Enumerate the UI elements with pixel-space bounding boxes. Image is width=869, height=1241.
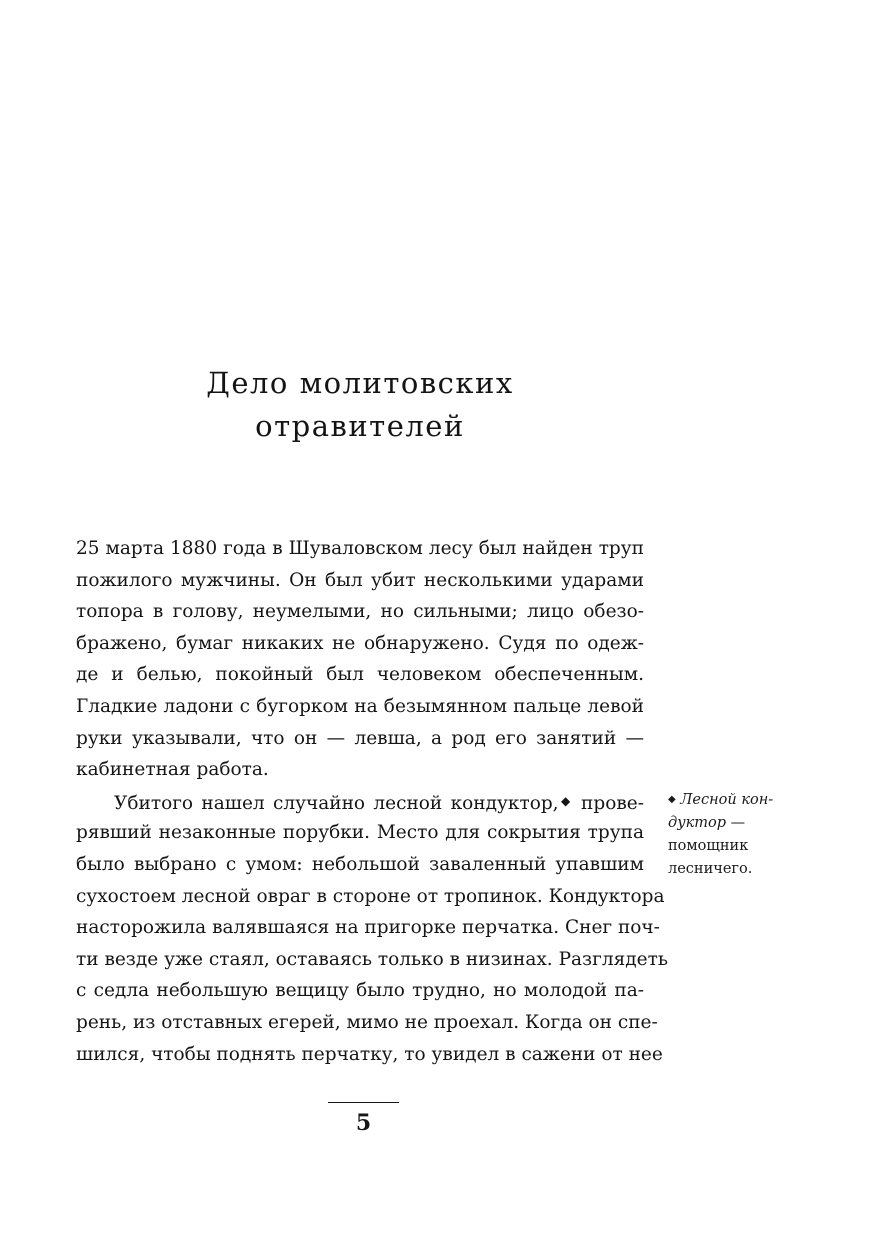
footnote-marker-icon: ◆	[668, 794, 676, 805]
text-line: с седла небольшую вещицу было трудно, но молодой па-	[76, 980, 644, 1002]
text-line: де и белью, покойный был человеком обеспеченным.	[76, 664, 644, 686]
text-fragment: прове-	[572, 792, 644, 814]
text-line: Гладкие ладони с бугорком на безымянном пальце левой	[76, 695, 644, 717]
body-text	[76, 533, 668, 1070]
chapter-title-line: отравителей	[255, 409, 465, 443]
text-line: было выбрано с умом: небольшой заваленный упавшим	[76, 853, 644, 875]
text-line: рень, из отставных егерей, мимо не проехал. Когда он спе-	[76, 1011, 658, 1033]
chapter-title-line: Дело молитовских	[206, 366, 514, 400]
footnote-term: Лесной кон-	[675, 792, 774, 808]
text-line: руки указывали, что он — левша, а род его занятий —	[76, 727, 644, 749]
footnote-marker-icon: ◆	[558, 793, 573, 808]
text-line: кабинетная работа.	[76, 759, 269, 781]
footnote-line	[668, 812, 798, 835]
chapter-title	[76, 362, 644, 448]
margin-footnote	[668, 788, 798, 881]
page-number: 5	[355, 1110, 372, 1136]
text-fragment: Убитого нашел случайно лесной кондуктор,	[114, 792, 559, 814]
footnote-line	[668, 788, 798, 812]
footer-rule	[328, 1102, 399, 1103]
text-line: 25 марта 1880 года в Шуваловском лесу был найден труп	[76, 538, 644, 559]
footnote-term: дуктор	[668, 815, 727, 831]
text-line-paragraph-start	[76, 786, 644, 818]
text-line: ти везде уже стаял, оставаясь только в низинах. Разглядеть	[76, 948, 668, 970]
footnote-dash: —	[726, 815, 746, 831]
footnote-line: лесничего.	[668, 861, 753, 877]
text-line: шился, чтобы поднять перчатку, то увидел в сажени от нее	[76, 1043, 663, 1065]
text-line: рявший незаконные порубки. Место для сокрытия трупа	[76, 822, 644, 844]
footnote-line: помощник	[668, 838, 749, 854]
text-line: насторожила валявшаяся на пригорке перчатка. Снег поч-	[76, 917, 660, 939]
text-line: пожилого мужчины. Он был убит несколькими ударами	[76, 569, 644, 591]
text-line: бражено, бумаг никаких не обнаружено. Судя по одеж-	[76, 632, 644, 654]
text-line: сухостоем лесной овраг в стороне от тропинок. Кондуктора	[76, 885, 665, 907]
text-line: топора в голову, неумелыми, но сильными; лицо обезо-	[76, 601, 644, 623]
